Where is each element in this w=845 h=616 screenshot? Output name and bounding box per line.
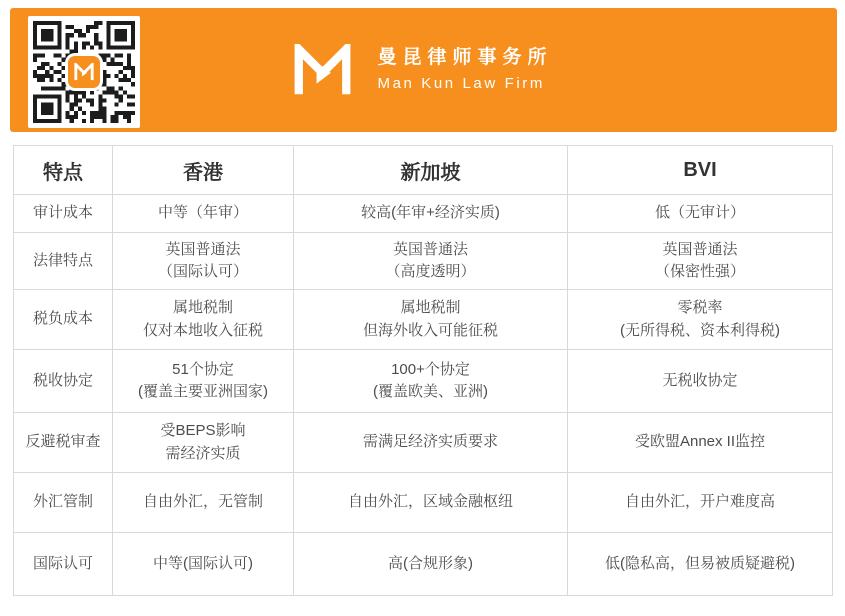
feature-cell: 法律特点 bbox=[14, 233, 113, 290]
cell-line: 低（无审计） bbox=[654, 204, 745, 222]
cell-line: （保密性强） bbox=[654, 263, 745, 280]
feature-cell: 外汇管制 bbox=[14, 473, 113, 533]
qr-code bbox=[28, 16, 140, 128]
cell-line: 需满足经济实质要求 bbox=[362, 433, 498, 451]
value-cell bbox=[113, 473, 294, 533]
cell-line: (无所得税、资本利得税) bbox=[620, 321, 780, 339]
cell-line: 英国普通法 bbox=[392, 240, 468, 258]
value-cell bbox=[294, 533, 568, 596]
column-header-0: 特点 bbox=[14, 146, 113, 195]
table-row bbox=[14, 290, 833, 350]
cell-line: 无税收协定 bbox=[662, 371, 738, 389]
cell-line: 英国普通法 bbox=[165, 240, 241, 258]
cell-line: 自由外汇，区域金融枢纽 bbox=[347, 493, 513, 511]
feature-cell: 税负成本 bbox=[14, 290, 113, 350]
value-cell bbox=[294, 413, 568, 473]
cell-line: 100+个协定 bbox=[391, 360, 470, 378]
brand-lockup bbox=[294, 44, 552, 97]
table-row bbox=[14, 233, 833, 290]
value-cell bbox=[294, 195, 568, 233]
value-cell bbox=[568, 473, 833, 533]
cell-line: 英国普通法 bbox=[662, 240, 738, 258]
value-cell bbox=[568, 533, 833, 596]
brand-name-cn: 曼昆律师事务所 bbox=[377, 47, 553, 69]
feature-cell: 税收协定 bbox=[14, 350, 113, 413]
cell-line: （高度透明） bbox=[385, 263, 476, 280]
value-cell bbox=[568, 350, 833, 413]
value-cell bbox=[294, 290, 568, 350]
cell-line: （国际认可） bbox=[157, 263, 248, 280]
value-cell bbox=[294, 473, 568, 533]
value-cell bbox=[294, 350, 568, 413]
jurisdiction-comparison-table bbox=[13, 145, 833, 596]
brand-banner bbox=[10, 8, 837, 132]
value-cell bbox=[113, 233, 294, 290]
column-header-2: 新加坡 bbox=[294, 146, 568, 195]
value-cell bbox=[568, 233, 833, 290]
value-cell bbox=[568, 290, 833, 350]
table-header-row bbox=[14, 146, 833, 195]
cell-line: 高(合规形象) bbox=[388, 554, 473, 572]
cell-line: 较高(年审+经济实质) bbox=[361, 204, 500, 222]
cell-line: 自由外汇，无管制 bbox=[142, 493, 263, 511]
cell-line: 需经济实质 bbox=[165, 444, 241, 462]
mankun-m-logo-icon bbox=[294, 44, 351, 97]
value-cell bbox=[294, 233, 568, 290]
value-cell bbox=[568, 413, 833, 473]
value-cell bbox=[113, 290, 294, 350]
cell-line: 中等(国际认可) bbox=[153, 554, 253, 572]
cell-line: 仅对本地收入征税 bbox=[142, 321, 263, 339]
brand-name-en: Man Kun Law Firm bbox=[377, 74, 545, 92]
table-row bbox=[14, 533, 833, 596]
cell-line: 受欧盟Annex II监控 bbox=[634, 433, 766, 451]
value-cell bbox=[113, 195, 294, 233]
table-row bbox=[14, 350, 833, 413]
cell-line: 属地税制 bbox=[400, 299, 461, 316]
cell-line: 中等（年审） bbox=[157, 204, 248, 222]
feature-cell: 审计成本 bbox=[14, 195, 113, 233]
feature-cell: 反避税审查 bbox=[14, 413, 113, 473]
cell-line: 属地税制 bbox=[172, 299, 233, 316]
cell-line: (覆盖欧美、亚洲) bbox=[373, 383, 488, 400]
table-row bbox=[14, 195, 833, 233]
mankun-m-logo-icon bbox=[74, 63, 94, 81]
value-cell bbox=[113, 350, 294, 413]
cell-line: 51个协定 bbox=[172, 360, 234, 378]
qr-center-logo bbox=[68, 56, 100, 88]
value-cell bbox=[113, 413, 294, 473]
cell-line: 零税率 bbox=[677, 299, 723, 316]
cell-line: 低(隐私高，但易被质疑避税) bbox=[605, 554, 795, 572]
feature-cell: 国际认可 bbox=[14, 533, 113, 596]
cell-line: 受BEPS影响 bbox=[160, 422, 246, 439]
table-row bbox=[14, 413, 833, 473]
cell-line: 自由外汇，开户难度高 bbox=[624, 493, 775, 511]
column-header-3: BVI bbox=[568, 146, 833, 195]
value-cell bbox=[568, 195, 833, 233]
column-header-1: 香港 bbox=[113, 146, 294, 195]
cell-line: (覆盖主要亚洲国家) bbox=[138, 383, 268, 400]
value-cell bbox=[113, 533, 294, 596]
cell-line: 但海外收入可能征税 bbox=[362, 321, 498, 339]
table-row bbox=[14, 473, 833, 533]
